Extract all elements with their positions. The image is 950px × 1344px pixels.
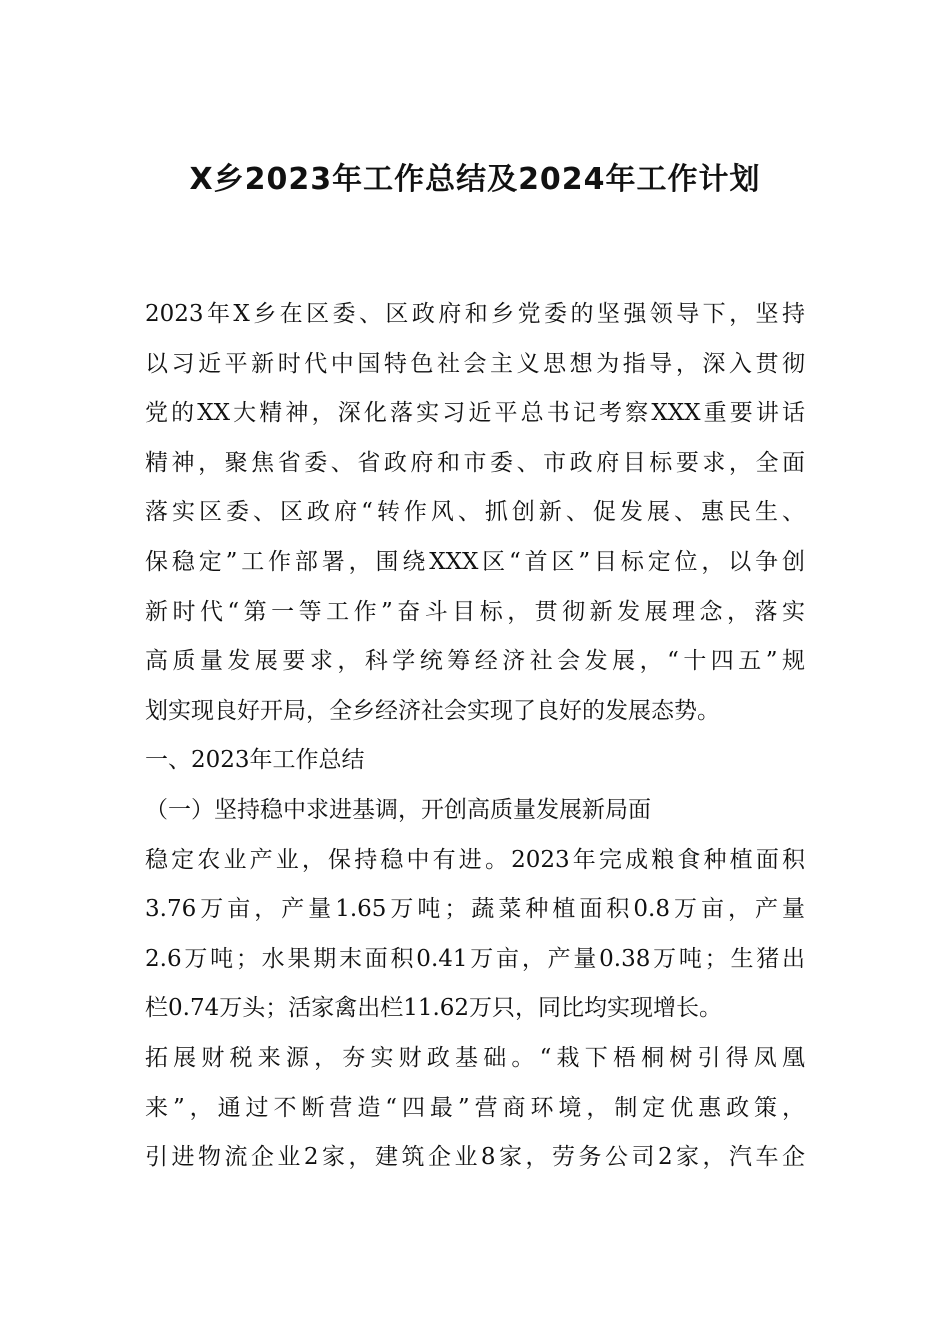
body-line: 高质量发展要求，科学统筹经济社会发展，“十四五”规 (145, 648, 805, 675)
body-line: 精神，聚焦省委、省政府和市委、市政府目标要求，全面 (145, 449, 805, 476)
document-body (145, 290, 805, 1183)
body-line: 稳定农业产业，保持稳中有进。2023年完成粮食种植面积 (145, 846, 805, 873)
body-line: 划实现良好开局，全乡经济社会实现了良好的发展态势。 (145, 697, 720, 724)
body-line: 拓展财税来源，夯实财政基础。“栽下梧桐树引得凤凰 (145, 1044, 805, 1071)
section-heading: 一、2023年工作总结 (145, 747, 365, 774)
body-line: 党的XX大精神，深化落实习近平总书记考察XXX重要讲话 (145, 400, 805, 427)
body-line: 2023年X乡在区委、区政府和乡党委的坚强领导下，坚持 (145, 301, 805, 327)
body-line: 2.6万吨；水果期末面积0.41万亩，产量0.38万吨；生猪出 (145, 945, 805, 972)
body-line: 保稳定”工作部署，围绕XXX区“首区”目标定位，以争创 (145, 548, 805, 575)
body-line: 栏0.74万头；活家禽出栏11.62万只，同比均实现增长。 (145, 995, 723, 1022)
body-line: 3.76万亩，产量1.65万吨；蔬菜种植面积0.8万亩，产量 (145, 896, 805, 923)
document-title: X乡2023年工作总结及2024年工作计划 (189, 162, 761, 197)
body-line: 新时代“第一等工作”奋斗目标，贯彻新发展理念，落实 (145, 598, 805, 625)
body-line: 引进物流企业2家，建筑企业8家，劳务公司2家，汽车企 (145, 1144, 805, 1171)
subsection-heading: （一）坚持稳中求进基调，开创高质量发展新局面 (145, 796, 651, 823)
body-line: 来”，通过不断营造“四最”营商环境，制定优惠政策， (145, 1094, 805, 1121)
body-line: 落实区委、区政府“转作风、抓创新、促发展、惠民生、 (145, 499, 805, 526)
body-line: 以习近平新时代中国特色社会主义思想为指导，深入贯彻 (145, 350, 805, 377)
